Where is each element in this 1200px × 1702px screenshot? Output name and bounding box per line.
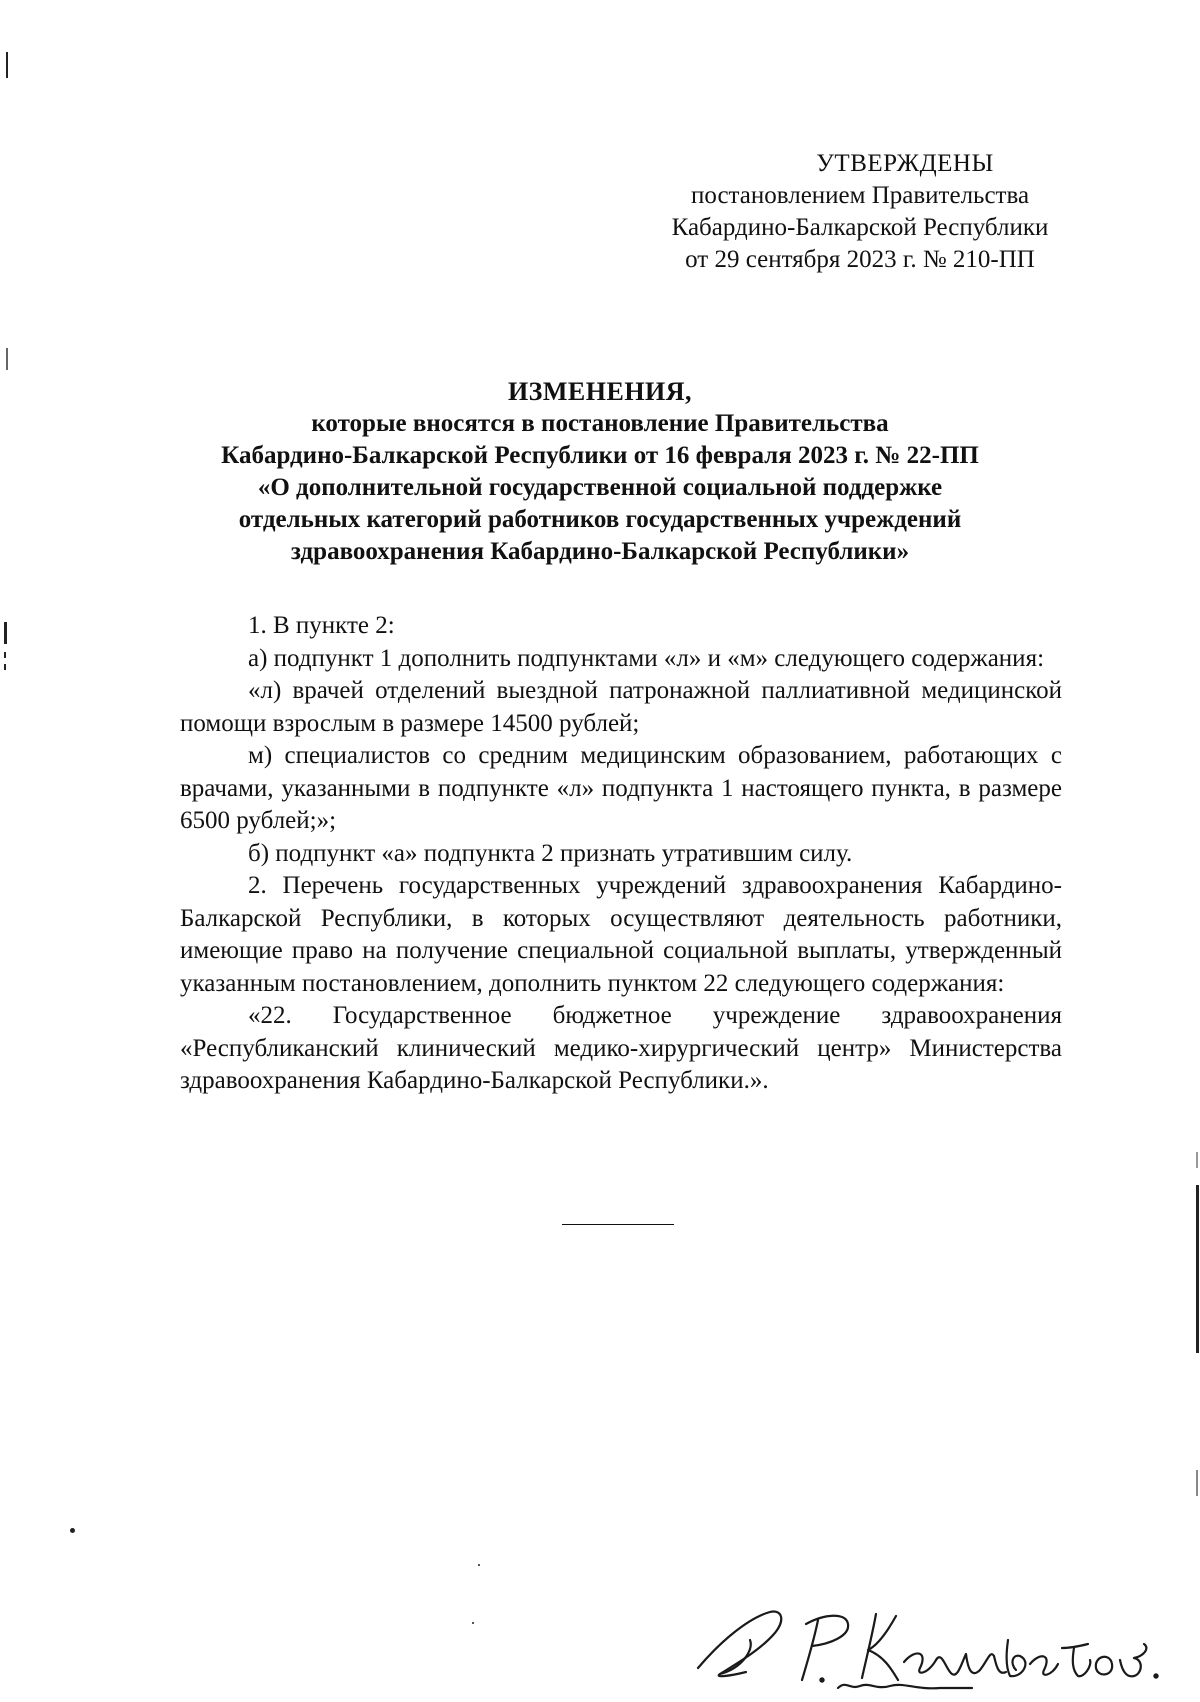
scan-mark (6, 52, 8, 78)
approval-block (600, 148, 1120, 276)
scan-dot (472, 1622, 474, 1624)
paragraph: м) специалистов со средним медицинским образованием, работающих с врачами, указанными в подпункте «л» подпункта 1 настоящего пункта, в размере 6500 рублей;»; (180, 742, 1062, 834)
approval-status: УТВЕРЖДЕНЫ (816, 150, 994, 177)
end-separator (562, 1224, 674, 1225)
scan-dot (70, 1528, 75, 1533)
title-line: отдельных категорий работников государственных учреждений (238, 506, 962, 533)
document-body (180, 610, 1062, 1098)
document-title (160, 376, 1040, 568)
title-line: Кабардино-Балкарской Республики от 16 февраля 2023 г. № 22-ПП (221, 442, 979, 469)
scan-dot (478, 1564, 480, 1566)
title-heading: ИЗМЕНЕНИЯ, (507, 377, 693, 406)
scan-mark (4, 622, 7, 644)
scan-mark (4, 652, 6, 658)
approval-line: Кабардино-Балкарской Республики (671, 214, 1049, 241)
title-line: «О дополнительной государственной социальной поддержке (257, 474, 943, 501)
scan-mark (4, 664, 6, 670)
paragraph: 1. В пункте 2: (248, 612, 395, 639)
scan-mark (1196, 1470, 1198, 1496)
paragraph: «22. Государственное бюджетное учреждение здравоохранения «Республиканский клинический медико-хирургический центр» Министерства здравоохранения Кабардино-Балкарской Республики.». (180, 1002, 1062, 1094)
approval-line: от 29 сентября 2023 г. № 210-ПП (685, 246, 1035, 273)
approval-line: постановлением Правительства (690, 182, 1030, 209)
scan-mark (1196, 1152, 1198, 1168)
paragraph: б) подпункт «а» подпункта 2 признать утратившим силу. (248, 839, 853, 867)
paragraph: «л) врачей отделений выездной патронажной паллиативной медицинской помощи взрослым в размере 14500 рублей; (180, 677, 1062, 737)
paragraph: 2. Перечень государственных учреждений здравоохранения Кабардино-Балкарской Республики, в которых осуществляют деятельность работники, имеющие право на получение специальной социальной выплаты, утвержденный указанным постановлением, дополнить пунктом 22 следующего содержания: (180, 872, 1062, 997)
title-line: здравоохранения Кабардино-Балкарской Республики» (290, 538, 910, 565)
scan-mark (1196, 1185, 1199, 1353)
handwritten-signature (690, 1590, 1170, 1697)
scan-mark (6, 348, 8, 370)
title-line: которые вносятся в постановление Правительства (311, 410, 889, 437)
paragraph: а) подпункт 1 дополнить подпунктами «л» и «м» следующего содержания: (248, 644, 1045, 672)
